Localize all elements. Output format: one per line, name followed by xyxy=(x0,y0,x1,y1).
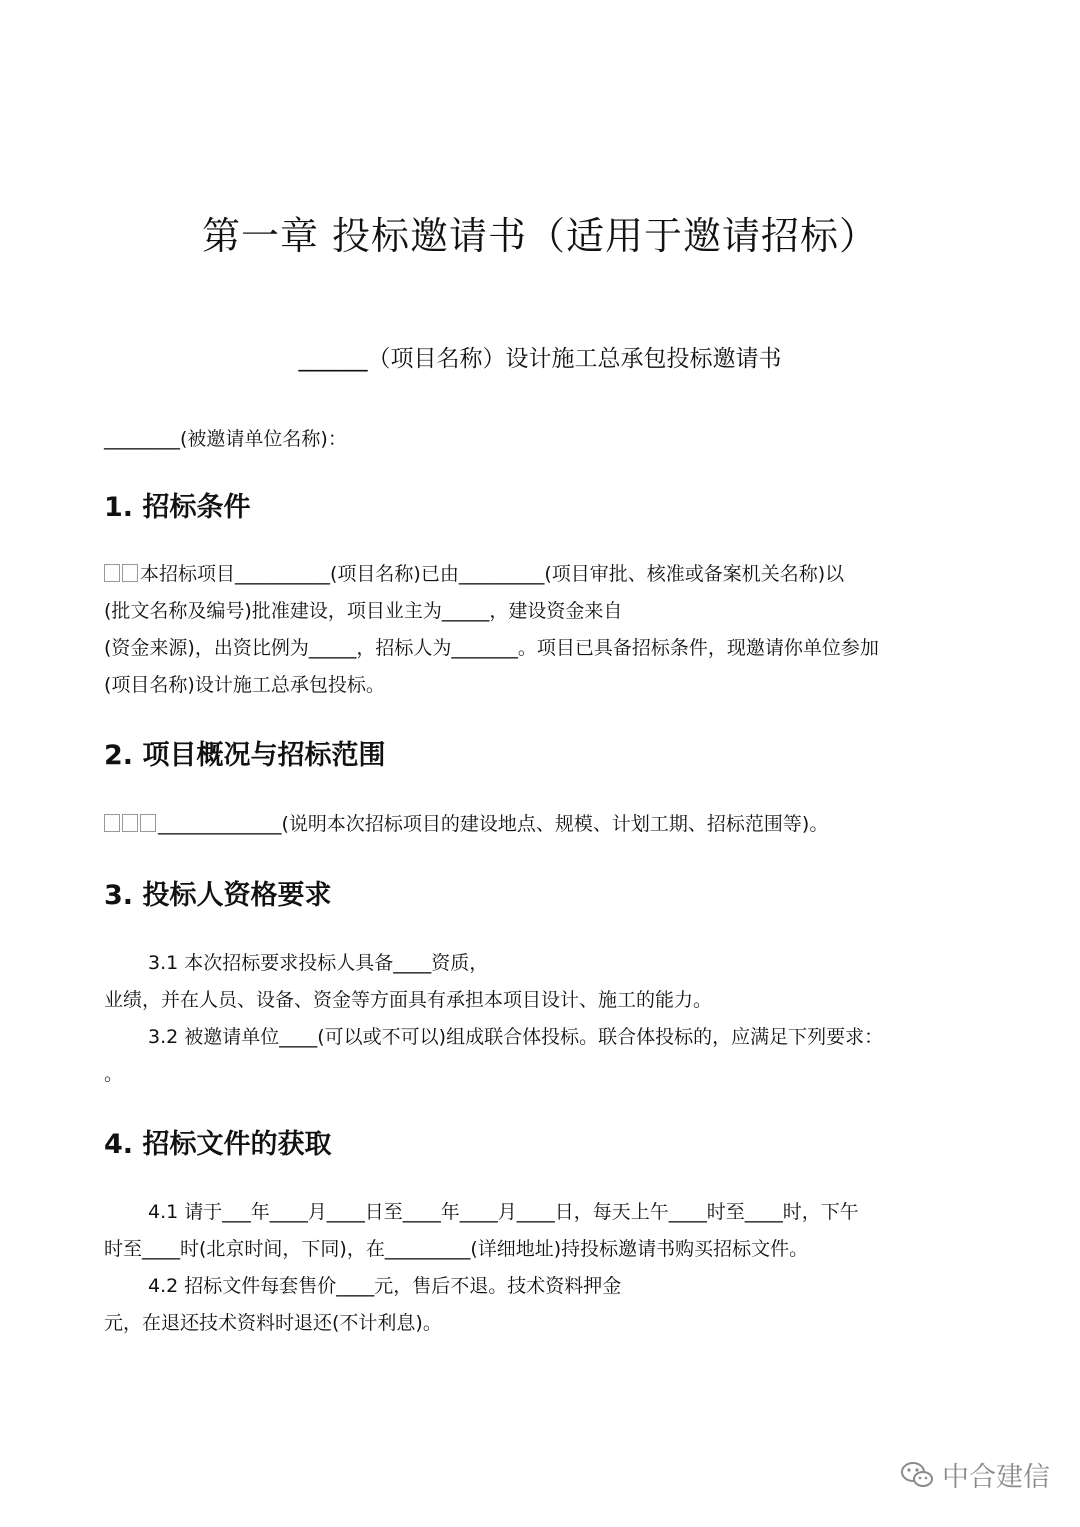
watermark-text: 中合建信 xyxy=(942,1462,1050,1493)
paragraph-line: (批文名称及编号)批准建设，项目业主为_____，建设资金来自 xyxy=(104,600,623,622)
paragraph-line: 3.2 被邀请单位____(可以或不可以)组成联合体投标。联合体投标的，应满足下列要求： xyxy=(148,1026,884,1048)
paragraph-line: 本招标项目__________(项目名称)已由_________(项目审批、核准或备案机关名称)以 xyxy=(104,556,984,593)
section-body-1 xyxy=(104,556,984,704)
wechat-icon xyxy=(900,1460,934,1490)
placeholder-box-icon xyxy=(104,564,120,582)
paragraph-line: _____________(说明本次招标项目的建设地点、规模、计划工期、招标范围等)。 xyxy=(104,806,984,843)
section-body-4 xyxy=(104,1194,984,1342)
section-heading-1: 1. 招标条件 xyxy=(104,492,251,523)
document-subtitle: ______（项目名称）设计施工总承包投标邀请书 xyxy=(298,346,782,372)
paragraph-line: 。 xyxy=(104,1063,124,1085)
section-body-3 xyxy=(104,945,984,1093)
section-body-2 xyxy=(104,806,984,843)
salutation: ________(被邀请单位名称)： xyxy=(104,428,347,450)
paragraph-line: 元，在退还技术资料时退还(不计利息)。 xyxy=(104,1312,442,1334)
paragraph-line: 3.1 本次招标要求投标人具备____资质， xyxy=(148,952,489,974)
section-heading-2: 2. 项目概况与招标范围 xyxy=(104,740,386,771)
placeholder-box-icon xyxy=(104,814,120,832)
paragraph-line: (资金来源)，出资比例为_____，招标人为_______。项目已具备招标条件，现邀请你单位参加 xyxy=(104,637,879,659)
section-heading-3: 3. 投标人资格要求 xyxy=(104,880,332,911)
paragraph-line: 4.1 请于___年____月____日至____年____月____日，每天上午____时至____时，下午 xyxy=(148,1201,859,1223)
placeholder-box-icon xyxy=(140,814,156,832)
section-heading-4: 4. 招标文件的获取 xyxy=(104,1129,332,1160)
watermark xyxy=(900,1455,1050,1494)
placeholder-box-icon xyxy=(122,564,138,582)
paragraph-line: 时至____时(北京时间，下同)，在_________(详细地址)持投标邀请书购买招标文件。 xyxy=(104,1238,809,1260)
document-title: 第一章 投标邀请书（适用于邀请招标） xyxy=(201,214,879,258)
paragraph-line: (项目名称)设计施工总承包投标。 xyxy=(104,674,385,696)
placeholder-box-icon xyxy=(122,814,138,832)
paragraph-line: 业绩，并在人员、设备、资金等方面具有承担本项目设计、施工的能力。 xyxy=(104,989,713,1011)
paragraph-line: 4.2 招标文件每套售价____元，售后不退。技术资料押金 xyxy=(148,1275,622,1297)
